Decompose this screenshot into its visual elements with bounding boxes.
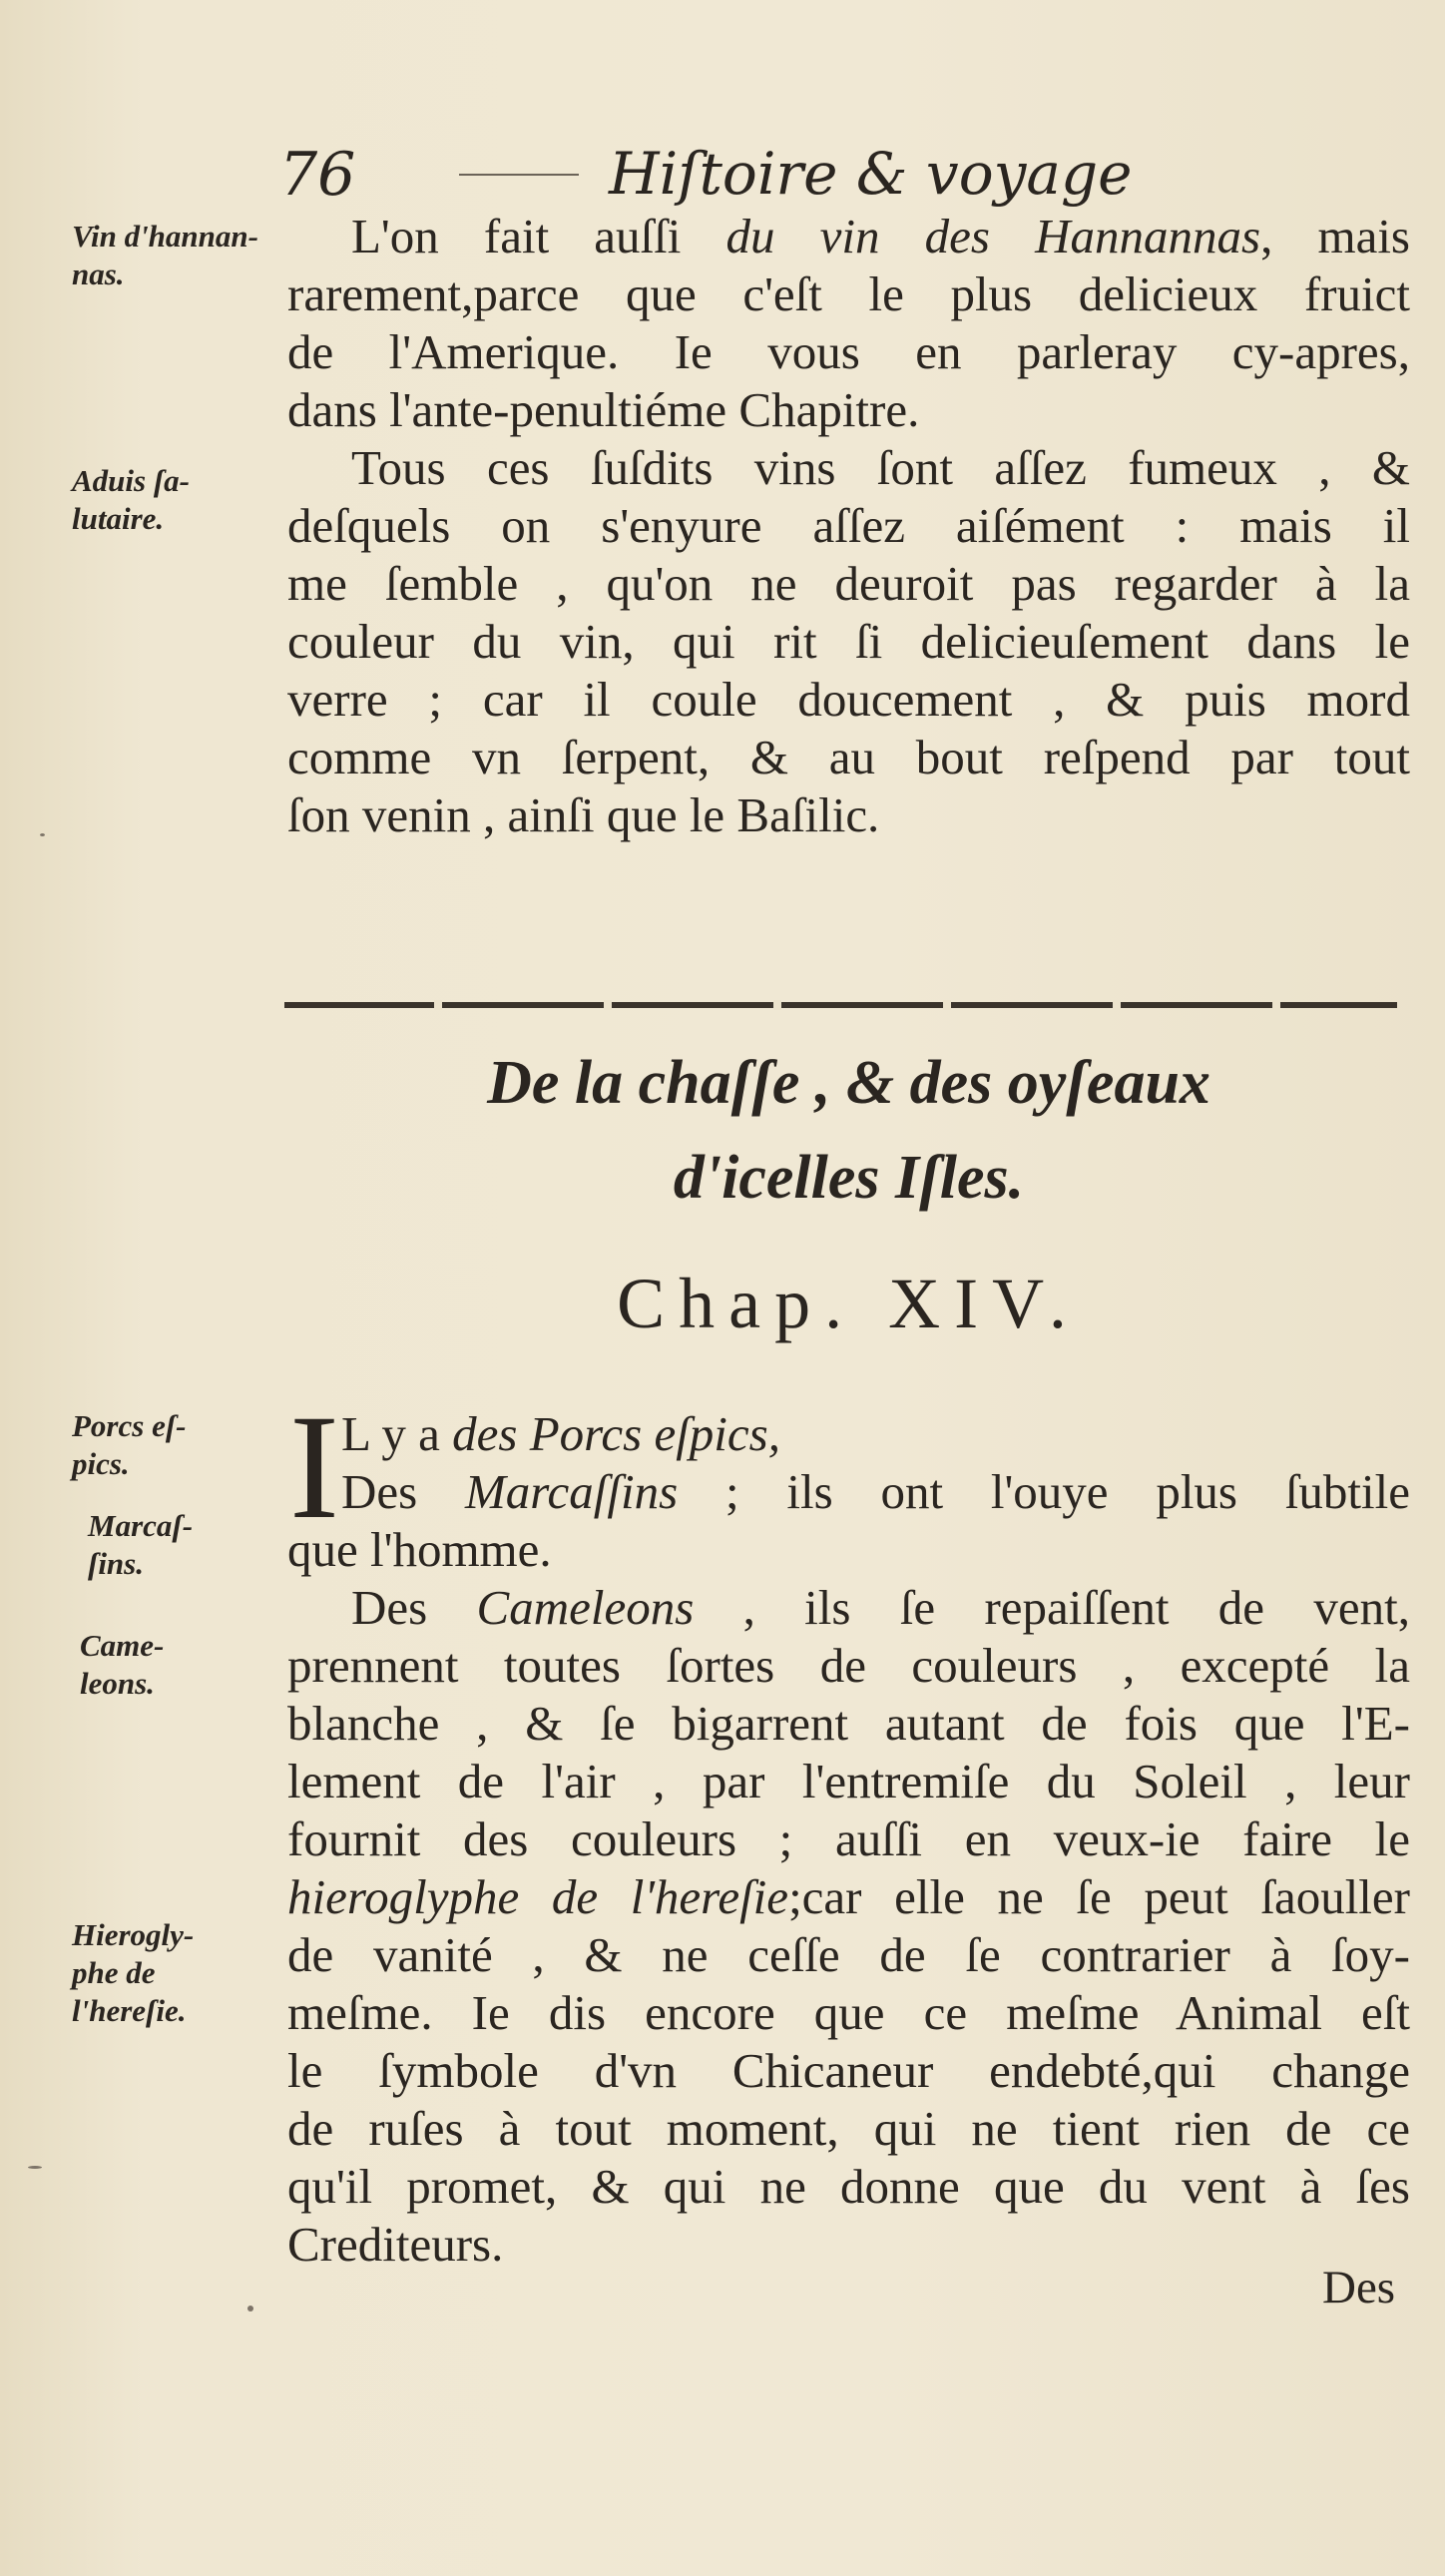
text-run: prennent toutes ſortes de couleurs , excepté la [287,1638,1410,1693]
paper-speck [40,833,45,836]
margin-note-vin-hannannas [72,218,271,293]
text-run: ;car elle ne ſe peut ſaouller [788,1869,1410,1924]
text-run: meſme. Ie dis encore que ce meſme Animal eſt [287,1985,1410,2040]
chapter-title-line-1: De la chaſſe , & des oyſeaux [487,1049,1210,1117]
text-run: de vanité , & ne ceſſe de ſe contrarier à ſoy- [287,1927,1410,1982]
text-line [287,439,1410,497]
italic-run: du vin des Hannannas [725,209,1261,263]
text-run: le ſymbole d'vn Chicaneur endebté,qui change [287,2043,1410,2098]
text-line [287,671,1410,729]
margin-note-aduis-salutaire [72,462,271,538]
italic-run: Marcaſſins [464,1464,679,1519]
text-line [287,1810,1410,1868]
text-run: rarement,parce que c'eſt le plus delicieux fruict [287,266,1410,321]
drop-cap: I [289,1384,339,1550]
text-run: deſquels on s'enyure aſſez aiſément : mais il [287,498,1410,553]
text-line [287,729,1410,786]
text-run: ; ils ont l'ouye plus ſubtile [678,1464,1410,1519]
chapter-title-line-2: d'icelles Iſles. [673,1144,1025,1212]
text-line [287,1463,1410,1521]
margin-note-porcs-espics [72,1407,271,1483]
text-line [287,1637,1410,1695]
text-run: couleur du vin, qui rit ſi delicieuſement dans le [287,614,1410,669]
text-run: me ſemble , qu'on ne deuroit pas regarder à la [287,556,1410,611]
text-run: de l'Amerique. Ie vous en parleray cy-apres, [287,324,1410,379]
text-line [287,323,1410,381]
paper-speck [28,2166,42,2169]
text-line [287,497,1410,555]
text-run: comme vn ſerpent, & au bout reſpend par tout [287,730,1410,784]
italic-run: Cameleons [476,1580,695,1635]
text-run: Crediteurs. [287,2217,504,2272]
text-run: dans l'ante-penultiéme Chapitre. [287,382,920,437]
text-line [287,555,1410,613]
margin-note-text: Porcs eſ- pics. [72,1408,187,1481]
text-line [287,265,1410,323]
text-line [287,2158,1410,2216]
chapter-number: Chap. XIV. [617,1264,1081,1343]
text-run: L'on fait auſſi [351,209,726,263]
text-run: Des [341,1464,465,1519]
text-line [287,1753,1410,1810]
text-line [287,1984,1410,2042]
paper-speck [247,2306,253,2312]
header-rule [459,174,579,176]
text-line [287,613,1410,671]
section2-text [287,1405,1410,2274]
text-run: ſon venin , ainſi que le Baſilic. [287,787,880,842]
page-number: 76 [279,140,356,210]
page-header [279,140,1377,210]
margin-note-text: Aduis ſa- lutaire. [72,463,190,536]
text-run: , ils ſe repaiſſent de vent, [694,1580,1410,1635]
text-line [287,1695,1410,1753]
text-line [287,786,1410,844]
margin-note-cameleons [80,1627,279,1703]
text-line [287,2042,1410,2100]
catchword: Des [1322,2262,1396,2314]
margin-note-text: Came- leons. [80,1628,165,1701]
ornamental-rule [284,998,1397,1012]
text-run: qu'il promet, & qui ne donne que du vent à ſes [287,2159,1410,2214]
margin-note-text: Hierogly- phe de l'hereſie. [72,1917,195,2028]
text-line [287,1405,1410,1463]
section1-text [287,208,1410,844]
text-line [287,1926,1410,1984]
text-line [287,208,1410,265]
margin-note-text: Marcaſ- ſins. [88,1508,194,1581]
margin-note-marcassins [88,1507,287,1583]
text-run: que l'homme. [287,1522,552,1577]
text-line [287,1521,1410,1579]
text-run: , mais [1260,209,1411,263]
text-run: Des [351,1580,477,1635]
text-run: blanche , & ſe bigarrent autant de fois que l'E- [287,1696,1410,1751]
margin-note-hieroglyphe [72,1916,271,2030]
text-run: Tous ces ſuſdits vins ſont aſſez fumeux , & [351,440,1410,495]
italic-run: hieroglyphe de l'hereſie [287,1869,789,1924]
margin-note-text: Vin d'hannan- nas. [72,219,258,291]
text-line [287,2100,1410,2158]
text-run: L y a [341,1406,453,1461]
text-run: verre ; car il coule doucement , & puis mord [287,672,1410,727]
text-line [287,381,1410,439]
italic-run: des Porcs eſpics, [452,1406,780,1461]
text-run: lement de l'air , par l'entremiſe du Soleil , leur [287,1754,1410,1808]
text-line [287,1868,1410,1926]
text-run: fournit des couleurs ; auſſi en veux-ie faire le [287,1811,1410,1866]
text-run: de ruſes à tout moment, qui ne tient rien de ce [287,2101,1410,2156]
text-line [287,1579,1410,1637]
running-title: Hiſtoire & voyage [609,140,1133,208]
text-line [287,2216,1410,2274]
